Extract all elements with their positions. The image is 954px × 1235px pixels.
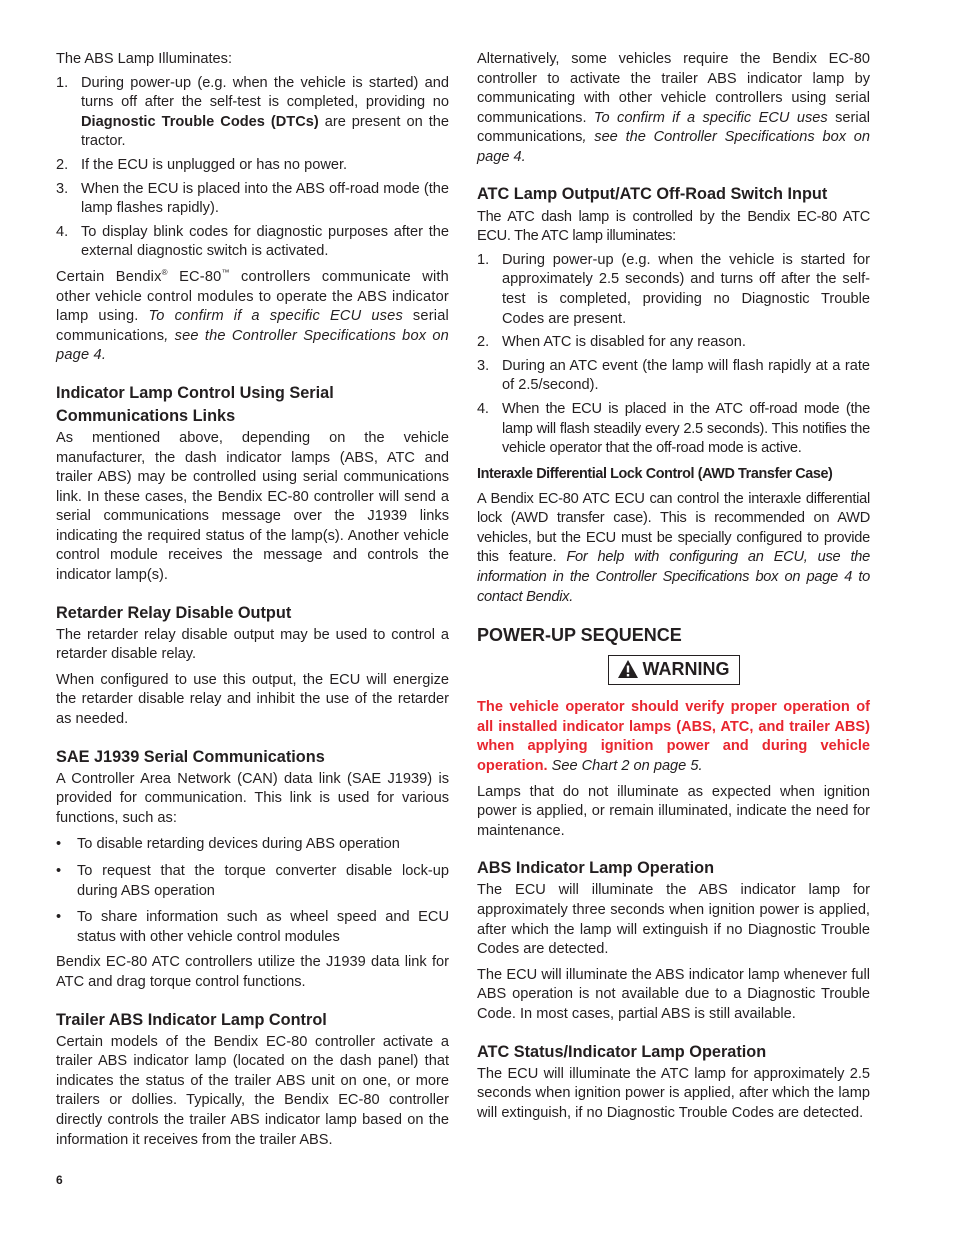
list-text: are present on the tractor.	[81, 113, 449, 150]
retarder-paragraph-1: The retarder relay disable output may be used to control a retarder disable relay.	[56, 626, 449, 663]
list-text: During an ATC event (the lamp will flash rapidly at a rate of 2.5/second).	[502, 357, 870, 394]
abs-lamp-list	[56, 74, 449, 262]
text-run: Certain Bendix	[56, 268, 162, 285]
alternatively-paragraph	[477, 50, 870, 168]
list-number: 1.	[477, 251, 490, 268]
trailer-abs-paragraph: Certain models of the Bendix EC-80 controller activate a trailer ABS indicator lamp (located on the dash panel) that indicates the status of the trailer ABS unit on one, or more trailers or dollies. Typically, the Bendix EC-80 controller directly controls the trailer ABS indicator lamp based on the information it receives from the trailer ABS.	[56, 1033, 449, 1148]
atc-lamp-list	[477, 251, 870, 459]
abs-indicator-paragraph-2: The ECU will illuminate the ABS indicator lamp whenever full ABS operation is not available due to a Diagnostic Trouble Code. In most cases, partial ABS is still available.	[477, 966, 870, 1022]
registered-mark: ®	[161, 268, 168, 278]
interaxle-heading: Interaxle Differential Lock Control (AWD Transfer Case)	[477, 465, 833, 482]
warning-box	[608, 655, 740, 685]
list-text: When ATC is disabled for any reason.	[502, 334, 746, 351]
list-text: When the ECU is placed in the ATC off-road mode (the lamp will flash steadily every 2.5 seconds). This notifies the vehicle operator that the off-road mode is active.	[502, 400, 870, 457]
sae-paragraph-2: Bendix EC-80 ATC controllers utilize the J1939 data link for ATC and drag torque control functions.	[56, 954, 449, 990]
warning-label: WARNING	[642, 659, 730, 680]
right-column	[477, 50, 870, 1123]
list-number: 2.	[56, 156, 69, 173]
atc-lamp-paragraph: The ATC dash lamp is controlled by the Bendix EC-80 ATC ECU. The ATC lamp illuminates:	[477, 208, 870, 245]
certain-bendix-paragraph	[56, 268, 449, 366]
list-item	[477, 357, 870, 396]
list-text: During power-up (e.g. when the vehicle is started) and turns off after the self-test is completed, providing no	[81, 74, 449, 111]
list-text: To request that the torque converter disable lock-up during ABS operation	[77, 863, 449, 899]
interaxle-paragraph	[477, 490, 870, 608]
abs-indicator-heading: ABS Indicator Lamp Operation	[477, 859, 715, 878]
text-run: serial communications	[56, 308, 449, 344]
list-number: 4.	[477, 400, 489, 417]
bullet: •	[56, 909, 62, 926]
list-number: 2.	[477, 334, 490, 351]
bullet: •	[56, 836, 62, 853]
text-run: A Bendix EC-80 ATC ECU can control the interaxle differential lock (AWD transfer case). This is recommended on AWD vehicles, but the ECU must be specially configured to provide this feature.	[477, 490, 870, 566]
trailer-abs-heading: Trailer ABS Indicator Lamp Control	[56, 1010, 327, 1029]
retarder-paragraph-2: When configured to use this output, the ECU will energize the retarder disable relay and inhibit the use of the retarder as needed.	[56, 671, 449, 728]
atc-lamp-heading: ATC Lamp Output/ATC Off-Road Switch Input	[477, 184, 828, 203]
list-item	[56, 908, 449, 947]
sae-bullet-list	[56, 835, 449, 947]
power-up-heading: POWER-UP SEQUENCE	[477, 625, 682, 646]
warning-red-text: The vehicle operator should verify proper operation of all installed indicator lamps (ABS, ATC, and trailer ABS) when applying ignition power and during vehicle operation.	[477, 699, 870, 775]
warning-triangle-icon	[617, 659, 639, 679]
list-item	[477, 251, 870, 329]
page-number: 6	[56, 1173, 63, 1187]
abs-lamp-intro: The ABS Lamp Illuminates:	[56, 51, 233, 67]
abs-indicator-paragraph-1: The ECU will illuminate the ABS indicator lamp for approximately three seconds when ignition power is applied, after which the lamp will extinguish if no Diagnostic Trouble Codes are detected.	[477, 882, 870, 958]
list-item	[477, 400, 870, 459]
text-run: EC-80	[167, 268, 222, 285]
lamps-paragraph: Lamps that do not illuminate as expected when ignition power is applied, or remain illuminated, indicate the need for maintenance.	[477, 783, 870, 839]
italic-run: To confirm if a specific ECU uses	[593, 109, 828, 126]
italic-run: For help with configuring an ECU, use the information in the Controller Specifications box on page 4 to contact Bendix.	[477, 549, 870, 605]
list-text: If the ECU is unplugged or has no power.	[81, 156, 348, 173]
warning-paragraph	[477, 698, 870, 776]
text-run: controllers communicate with other vehicle control modules to operate the ABS indicator lamp using.	[56, 268, 449, 325]
warning-box-wrapper	[477, 655, 870, 685]
atc-status-heading: ATC Status/Indicator Lamp Operation	[477, 1042, 767, 1061]
list-item	[56, 74, 449, 152]
italic-run: , see the Controller Specifications box on page 4.	[477, 129, 870, 165]
italic-run: , see the Controller Specifications box on page 4.	[56, 327, 449, 364]
trademark-mark: ™	[221, 268, 230, 278]
serial-links-heading: Indicator Lamp Control Using Serial Communications Links	[56, 383, 334, 425]
serial-links-paragraph: As mentioned above, depending on the vehicle manufacturer, the dash indicator lamps (ABS, ATC and trailer ABS) may be controlled using serial communications link. In these cases, the Bendix EC-80 controller will send a serial communications message over the J1939 links indicating the required status of the lamp(s). Another vehicle control module receives the message and controls the indicator lamp(s).	[56, 429, 449, 584]
bullet: •	[56, 863, 62, 879]
list-number: 3.	[56, 180, 69, 197]
retarder-heading: Retarder Relay Disable Output	[56, 603, 292, 622]
list-text: To share information such as wheel speed and ECU status with other vehicle control modules	[77, 909, 449, 945]
sae-j1939-paragraph: A Controller Area Network (CAN) data link (SAE J1939) is provided for communication. This link is used for various functions, such as:	[56, 770, 449, 826]
list-item	[56, 223, 449, 262]
list-item	[477, 333, 870, 353]
text-run: Alternatively, some vehicles require the Bendix EC-80 controller to activate the trailer ABS indicator lamp by communicating with other vehicle controllers using serial communications.	[477, 51, 870, 126]
italic-run: See Chart 2 on page 5.	[547, 758, 703, 775]
list-text: To disable retarding devices during ABS operation	[77, 836, 400, 853]
list-number: 1.	[56, 74, 69, 91]
list-number: 4.	[56, 223, 69, 240]
list-item	[56, 180, 449, 219]
list-text: When the ECU is placed into the ABS off-road mode (the lamp flashes rapidly).	[81, 180, 449, 217]
list-item	[56, 156, 449, 176]
list-text: To display blink codes for diagnostic purposes after the external diagnostic switch is activated.	[81, 223, 449, 260]
list-item	[56, 862, 449, 901]
list-item	[56, 835, 449, 855]
sae-j1939-heading: SAE J1939 Serial Communications	[56, 747, 325, 766]
dtc-term: Diagnostic Trouble Codes (DTCs)	[81, 113, 319, 130]
text-run: serial communications	[477, 109, 870, 146]
atc-status-paragraph: The ECU will illuminate the ATC lamp for approximately 2.5 seconds when ignition power is applied, after which the lamp will extinguish, if no Diagnostic Trouble Codes are detected.	[477, 1065, 870, 1121]
italic-run: To confirm if a specific ECU uses	[148, 308, 403, 325]
list-text: During power-up (e.g. when the vehicle is started for approximately 2.5 seconds) and turns off after the self-test is completed, providing no Diagnostic Trouble Codes are present.	[502, 251, 870, 327]
list-number: 3.	[477, 357, 490, 374]
left-column	[56, 50, 449, 1150]
